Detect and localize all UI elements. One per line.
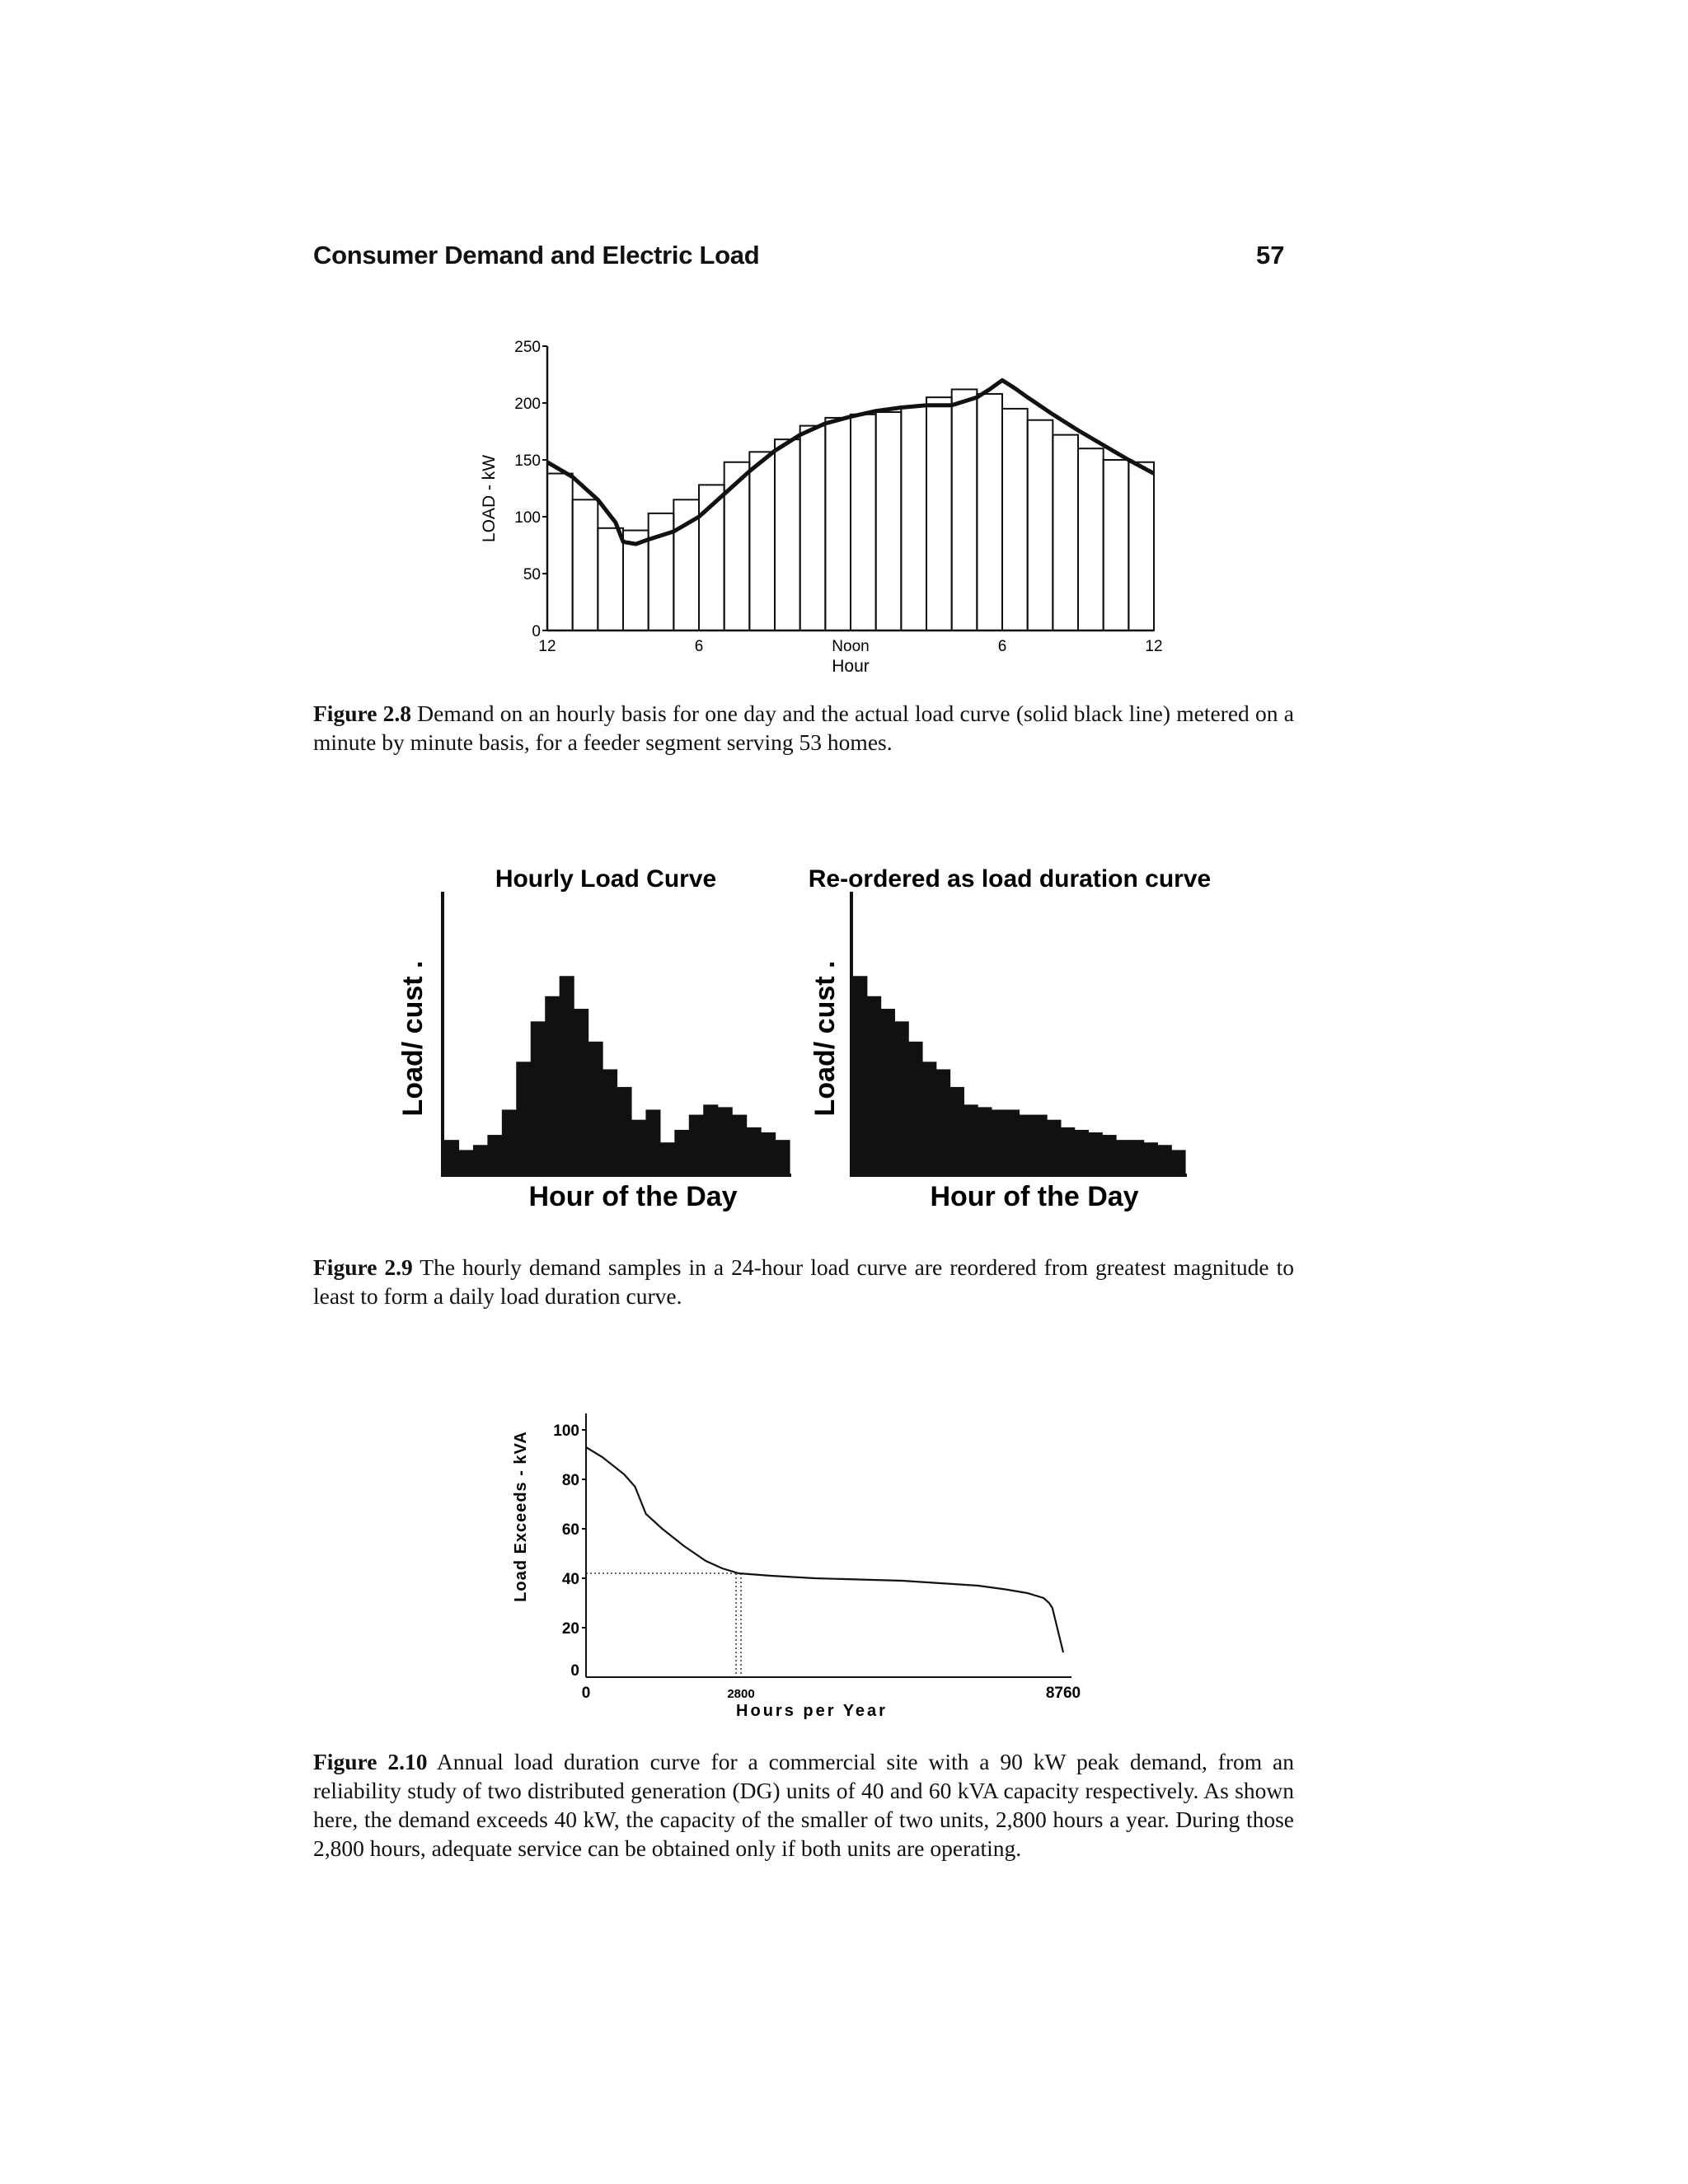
- fig28-xtick-label: 12: [1145, 638, 1163, 655]
- fig29-right-bar: [881, 1009, 895, 1175]
- fig28-hourly-bar: [547, 474, 573, 630]
- figure-2-10-caption-text: Annual load duration curve for a commercial site with a 90 kW peak demand, from an reliability study of two distributed generation (DG) units of 40 and 60 kVA capacity respectively. As shown here, the demand exceeds 40 kW, the capacity of the smaller of two units, 2,800 hours a year. During those 2,800 hours, adequate service can be obtained only if both units are operating.: [313, 1749, 1294, 1861]
- fig28-ytick-label: 200: [514, 396, 541, 413]
- fig28-hourly-bar: [851, 415, 876, 630]
- fig29-left-bar: [776, 1140, 790, 1175]
- fig29-right-bar: [1061, 1127, 1075, 1175]
- fig29-left-bar: [444, 1140, 459, 1175]
- fig29-right-bar: [1157, 1145, 1171, 1175]
- fig210-xtick-label: 8760: [1045, 1685, 1081, 1702]
- fig210-ytick-label: 0: [570, 1662, 579, 1680]
- fig29-left-bar: [631, 1120, 646, 1175]
- fig29-right-bar: [1075, 1130, 1089, 1175]
- fig29-right-bar: [992, 1109, 1006, 1175]
- fig210-ytick-label: 80: [561, 1472, 579, 1489]
- fig28-ytick-label: 250: [514, 339, 541, 356]
- fig29-right-bar: [1130, 1140, 1144, 1175]
- fig29-right-bar: [922, 1062, 936, 1175]
- fig29-left-bar: [531, 1021, 546, 1175]
- fig28-hourly-bar: [977, 394, 1002, 630]
- fig28-ylabel: LOAD - kW: [480, 454, 499, 543]
- fig29-left-ylabel: Load/ cust .: [397, 960, 429, 1117]
- fig28-hourly-bar: [926, 397, 952, 630]
- fig210-ytick-label: 100: [553, 1422, 579, 1440]
- fig28-hourly-bar: [800, 426, 826, 630]
- fig28-hourly-bar: [1028, 420, 1053, 630]
- fig28-hourly-bar: [952, 389, 978, 630]
- fig28-hourly-bar: [598, 528, 623, 630]
- figure-2-8-caption-text: Demand on an hourly basis for one day and the actual load curve (solid black line) metered on a minute by minute basis, for a feeder segment serving 53 homes.: [313, 701, 1295, 755]
- fig29-left-bar: [747, 1127, 762, 1175]
- figure-2-9-caption-text: The hourly demand samples in a 24-hour load curve are reordered from greatest magnitude to least to form a daily load duration curve.: [313, 1254, 1294, 1309]
- fig28-hourly-bar: [724, 462, 750, 630]
- fig28-hourly-bar: [573, 499, 598, 630]
- fig29-right-bar: [964, 1104, 978, 1175]
- figure-2-8-caption: [313, 699, 1294, 757]
- fig29-right-bar: [1020, 1115, 1034, 1175]
- fig28-hourly-bar: [749, 452, 775, 630]
- fig210-ytick-label: 40: [561, 1571, 579, 1588]
- fig29-left-bar: [674, 1130, 689, 1175]
- figure-2-9-caption: [313, 1253, 1294, 1310]
- figure-2-9-caption-label: Figure 2.9: [313, 1254, 413, 1280]
- fig28-hourly-bar: [901, 406, 926, 630]
- fig29-right-bar: [950, 1087, 964, 1175]
- fig29-left-bar: [574, 1009, 588, 1175]
- fig29-right-bar: [1171, 1150, 1185, 1175]
- fig28-hourly-bar: [825, 418, 851, 630]
- fig210-xtick-label: 2800: [727, 1687, 755, 1701]
- fig29-left-bar: [588, 1042, 603, 1175]
- figure-2-10-caption: [313, 1747, 1294, 1863]
- fig28-hourly-bar: [775, 439, 800, 630]
- fig28-ytick-label: 0: [532, 623, 541, 640]
- figure-2-10-caption-label: Figure 2.10: [313, 1749, 428, 1774]
- fig29-left-bar: [502, 1109, 517, 1175]
- running-header-title: Consumer Demand and Electric Load: [313, 241, 760, 269]
- fig29-right-bar: [908, 1042, 922, 1175]
- fig28-xtick-label: 6: [694, 638, 704, 655]
- fig28-xtick-label: Noon: [832, 638, 870, 655]
- fig29-right-bar: [894, 1021, 908, 1175]
- fig29-left-bar: [645, 1109, 660, 1175]
- fig28-hourly-bar: [1053, 435, 1078, 630]
- fig28-hourly-bar: [876, 412, 902, 630]
- figure-2-10-chart: [495, 1393, 1121, 1731]
- fig210-xlabel: Hours per Year: [736, 1702, 888, 1720]
- fig29-right-title: Re-ordered as load duration curve: [808, 865, 1212, 893]
- fig28-ytick-label: 100: [514, 509, 541, 527]
- fig29-left-bar: [718, 1107, 733, 1175]
- fig29-left-bar: [689, 1115, 704, 1175]
- fig28-xtick-label: 6: [997, 638, 1007, 655]
- fig29-right-bar: [867, 996, 881, 1175]
- figure-2-8-chart: [462, 330, 1203, 684]
- fig28-xtick-label: 12: [538, 638, 556, 655]
- fig28-hourly-bar: [1002, 409, 1028, 630]
- figure-2-9-chart: [387, 857, 1228, 1228]
- page-number: 57: [1256, 241, 1285, 269]
- fig28-xlabel: Hour: [832, 657, 870, 676]
- fig29-right-bar: [1116, 1140, 1130, 1175]
- fig29-left-title: Hourly Load Curve: [495, 865, 717, 893]
- figure-2-8-caption-label: Figure 2.8: [313, 701, 412, 726]
- fig29-right-bar: [853, 976, 867, 1175]
- fig29-left-bar: [487, 1135, 502, 1175]
- fig29-right-ylabel: Load/ cust .: [809, 960, 841, 1117]
- fig29-right-bar: [1102, 1135, 1116, 1175]
- fig29-left-bar: [545, 996, 560, 1175]
- fig29-left-bar: [516, 1062, 531, 1175]
- fig29-right-bar: [1006, 1109, 1020, 1175]
- fig29-right-bar: [1144, 1142, 1158, 1175]
- fig29-right-bar: [1047, 1120, 1061, 1175]
- fig29-right-bar: [936, 1069, 950, 1175]
- fig28-hourly-bar: [1104, 460, 1129, 630]
- fig28-hourly-bar: [1128, 462, 1154, 630]
- fig29-left-bar: [761, 1132, 776, 1175]
- fig28-ytick-label: 150: [514, 452, 541, 470]
- fig29-left-bar: [703, 1104, 718, 1175]
- fig29-left-bar: [603, 1069, 617, 1175]
- fig28-hourly-bar: [1078, 448, 1104, 630]
- fig210-ylabel: Load Exceeds - kVA: [512, 1431, 530, 1602]
- fig210-ytick-label: 60: [561, 1521, 579, 1539]
- fig29-left-bar: [458, 1150, 473, 1175]
- fig29-right-xlabel: Hour of the Day: [930, 1181, 1139, 1212]
- fig29-right-bar: [1088, 1132, 1102, 1175]
- fig210-xtick-label: 0: [581, 1685, 591, 1702]
- fig29-left-xlabel: Hour of the Day: [528, 1181, 738, 1212]
- fig29-left-bar: [660, 1142, 675, 1175]
- fig29-left-bar: [617, 1087, 632, 1175]
- fig29-left-bar: [560, 976, 574, 1175]
- fig29-left-bar: [732, 1115, 747, 1175]
- fig210-load-duration-curve: [586, 1447, 1063, 1652]
- fig29-right-bar: [978, 1107, 992, 1175]
- fig28-ytick-label: 50: [523, 566, 541, 583]
- fig210-ytick-label: 20: [561, 1620, 579, 1638]
- fig29-left-bar: [473, 1145, 488, 1175]
- fig29-right-bar: [1033, 1115, 1047, 1175]
